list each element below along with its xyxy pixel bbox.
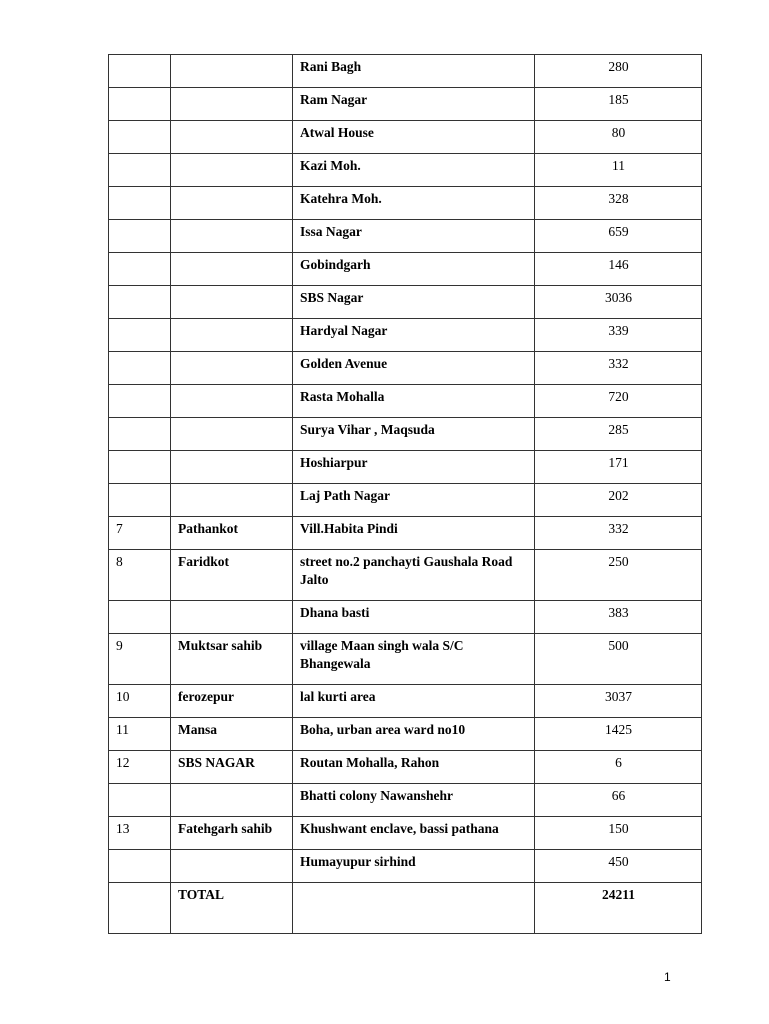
cell-location (293, 883, 535, 934)
cell-sno (109, 187, 171, 220)
table-row (109, 850, 702, 883)
cell-location: village Maan singh wala S/C Bhangewala (293, 634, 535, 685)
cell-location: Boha, urban area ward no10 (293, 718, 535, 751)
table-row (109, 121, 702, 154)
table-row (109, 451, 702, 484)
cell-district (171, 451, 293, 484)
cell-district (171, 385, 293, 418)
total-row (109, 883, 702, 934)
table-row (109, 220, 702, 253)
cell-count: 66 (535, 784, 702, 817)
table-row (109, 187, 702, 220)
cell-district (171, 286, 293, 319)
cell-sno (109, 784, 171, 817)
cell-sno (109, 850, 171, 883)
page-number: 1 (664, 970, 671, 984)
cell-count: 285 (535, 418, 702, 451)
cell-sno (109, 88, 171, 121)
cell-sno (109, 154, 171, 187)
table-row (109, 385, 702, 418)
cell-count: 659 (535, 220, 702, 253)
table-row (109, 685, 702, 718)
cell-count: 280 (535, 55, 702, 88)
cell-district (171, 55, 293, 88)
cell-sno (109, 253, 171, 286)
table-row (109, 154, 702, 187)
cell-count: 500 (535, 634, 702, 685)
cell-location: Bhatti colony Nawanshehr (293, 784, 535, 817)
cell-district (171, 121, 293, 154)
cell-count: 383 (535, 601, 702, 634)
cell-location: Atwal House (293, 121, 535, 154)
cell-sno (109, 220, 171, 253)
table-row (109, 601, 702, 634)
cell-district: Mansa (171, 718, 293, 751)
cell-location: Issa Nagar (293, 220, 535, 253)
table-row (109, 784, 702, 817)
cell-location: Katehra Moh. (293, 187, 535, 220)
cell-sno: 8 (109, 550, 171, 601)
cell-sno (109, 55, 171, 88)
cell-district (171, 484, 293, 517)
cell-sno (109, 484, 171, 517)
table-row (109, 352, 702, 385)
cell-count: 250 (535, 550, 702, 601)
cell-district (171, 253, 293, 286)
cell-location: Rasta Mohalla (293, 385, 535, 418)
cell-sno (109, 121, 171, 154)
cell-location: Hoshiarpur (293, 451, 535, 484)
cell-sno: 10 (109, 685, 171, 718)
cell-sno (109, 883, 171, 934)
cell-sno: 9 (109, 634, 171, 685)
cell-location: Surya Vihar , Maqsuda (293, 418, 535, 451)
cell-count: 146 (535, 253, 702, 286)
cell-count: 1425 (535, 718, 702, 751)
cell-sno: 12 (109, 751, 171, 784)
cell-count: 185 (535, 88, 702, 121)
cell-count: 339 (535, 319, 702, 352)
cell-location: street no.2 panchayti Gaushala Road Jalto (293, 550, 535, 601)
cell-location: Khushwant enclave, bassi pathana (293, 817, 535, 850)
cell-district: Pathankot (171, 517, 293, 550)
cell-location: Gobindgarh (293, 253, 535, 286)
cell-location: Rani Bagh (293, 55, 535, 88)
cell-location: Vill.Habita Pindi (293, 517, 535, 550)
cell-count: 3037 (535, 685, 702, 718)
cell-sno (109, 286, 171, 319)
cell-sno: 11 (109, 718, 171, 751)
cell-count: 328 (535, 187, 702, 220)
cell-count: 80 (535, 121, 702, 154)
cell-count: 3036 (535, 286, 702, 319)
cell-sno (109, 319, 171, 352)
cell-district: Muktsar sahib (171, 634, 293, 685)
cell-district (171, 187, 293, 220)
cell-district: Fatehgarh sahib (171, 817, 293, 850)
total-label: TOTAL (171, 883, 293, 934)
cell-sno (109, 451, 171, 484)
cell-district: ferozepur (171, 685, 293, 718)
cell-location: Hardyal Nagar (293, 319, 535, 352)
cell-count: 332 (535, 352, 702, 385)
table-row (109, 55, 702, 88)
cell-sno (109, 385, 171, 418)
cell-sno (109, 418, 171, 451)
table-row (109, 550, 702, 601)
cell-district (171, 154, 293, 187)
cell-district (171, 850, 293, 883)
table-row (109, 286, 702, 319)
cell-count: 332 (535, 517, 702, 550)
cell-district (171, 88, 293, 121)
cell-district (171, 418, 293, 451)
cell-location: Humayupur sirhind (293, 850, 535, 883)
cell-count: 450 (535, 850, 702, 883)
table-row (109, 517, 702, 550)
cell-sno (109, 601, 171, 634)
table-row (109, 484, 702, 517)
cell-district (171, 601, 293, 634)
table-row (109, 817, 702, 850)
table-row (109, 751, 702, 784)
table-row (109, 88, 702, 121)
cell-location: Routan Mohalla, Rahon (293, 751, 535, 784)
cell-sno (109, 352, 171, 385)
cell-count: 171 (535, 451, 702, 484)
table-row (109, 718, 702, 751)
cell-location: Golden Avenue (293, 352, 535, 385)
cell-district (171, 319, 293, 352)
cell-count: 11 (535, 154, 702, 187)
cell-location: Laj Path Nagar (293, 484, 535, 517)
cell-sno: 7 (109, 517, 171, 550)
table-row (109, 253, 702, 286)
table-row (109, 634, 702, 685)
data-table (108, 54, 702, 934)
cell-district (171, 784, 293, 817)
cell-count: 202 (535, 484, 702, 517)
cell-count: 720 (535, 385, 702, 418)
cell-sno: 13 (109, 817, 171, 850)
cell-location: lal kurti area (293, 685, 535, 718)
cell-district (171, 352, 293, 385)
table-row (109, 319, 702, 352)
total-value: 24211 (535, 883, 702, 934)
table-row (109, 418, 702, 451)
cell-location: Ram Nagar (293, 88, 535, 121)
cell-location: SBS Nagar (293, 286, 535, 319)
cell-district: Faridkot (171, 550, 293, 601)
cell-count: 6 (535, 751, 702, 784)
cell-count: 150 (535, 817, 702, 850)
cell-district (171, 220, 293, 253)
cell-district: SBS NAGAR (171, 751, 293, 784)
cell-location: Kazi Moh. (293, 154, 535, 187)
cell-location: Dhana basti (293, 601, 535, 634)
